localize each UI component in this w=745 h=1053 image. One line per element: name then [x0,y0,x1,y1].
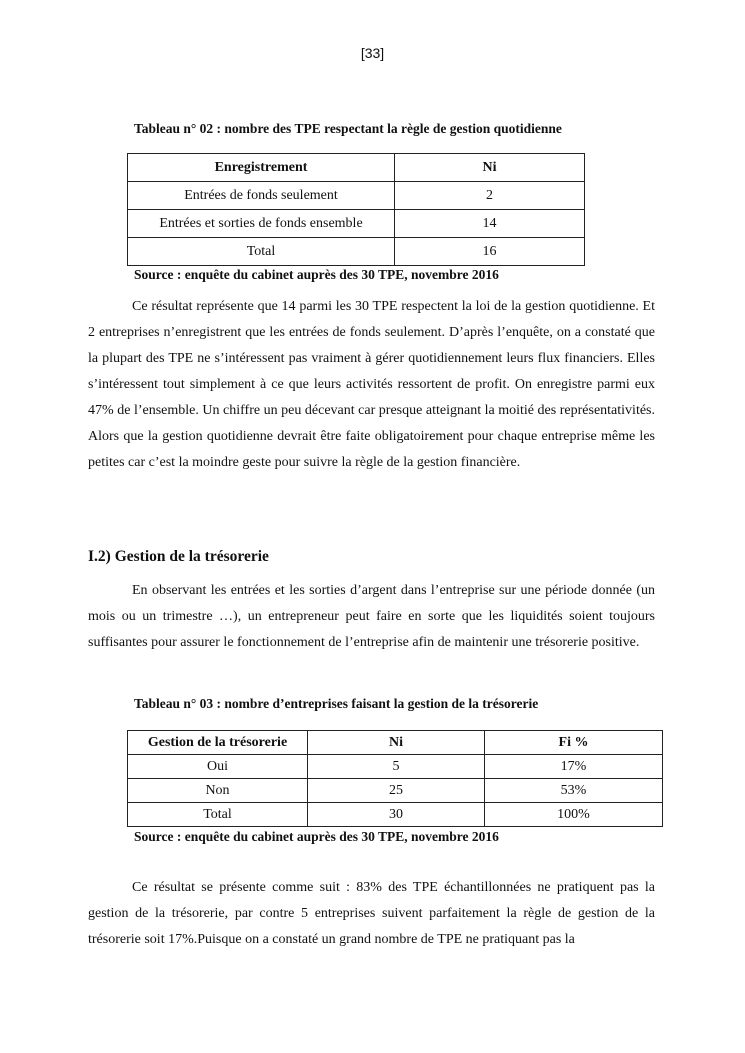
table-row [128,755,663,779]
gestion-quotidienne-table [127,153,585,266]
table2-source: Source : enquête du cabinet auprès des 30 TPE, novembre 2016 [134,829,499,844]
table2-caption: Tableau n° 03 : nombre d’entreprises faisant la gestion de la trésorerie [134,696,539,711]
table-row [128,210,585,238]
table-cell: Entrées et sorties de fonds ensemble [128,210,395,238]
table-cell: 30 [308,803,485,827]
column-header: Ni [308,731,485,755]
table-cell: 17% [485,755,663,779]
column-header: Ni [395,154,585,182]
column-header: Fi % [485,731,663,755]
table-cell: 25 [308,779,485,803]
table-row [128,779,663,803]
table-cell: 53% [485,779,663,803]
paragraph-tresorerie-result: Ce résultat se présente comme suit : 83% des TPE échantillonnées ne pratiquent pas la gestion de la trésorerie, par contre 5 entreprises suivent parfaitement la règle de gestion de la trésorerie soit 17%.Puisque on a constaté un grand nombre de TPE ne pratiquant pas la [88,880,655,947]
table-row [128,182,585,210]
column-header: Gestion de la trésorerie [128,731,308,755]
table-cell: 5 [308,755,485,779]
table-header-row [128,731,663,755]
table-cell: Total [128,803,308,827]
gestion-tresorerie-table [127,730,663,827]
table-cell: 100% [485,803,663,827]
table-row [128,803,663,827]
table1-caption: Tableau n° 02 : nombre des TPE respectant la règle de gestion quotidienne [134,121,562,136]
section-heading: I.2) Gestion de la trésorerie [88,548,269,565]
table-cell: Entrées de fonds seulement [128,182,395,210]
table-row [128,238,585,266]
table-cell: 2 [395,182,585,210]
table-header-row [128,154,585,182]
table-cell: 16 [395,238,585,266]
table-cell: 14 [395,210,585,238]
table1-source: Source : enquête du cabinet auprès des 30 TPE, novembre 2016 [134,267,499,282]
table-cell: Total [128,238,395,266]
column-header: Enregistrement [128,154,395,182]
paragraph-tresorerie-intro: En observant les entrées et les sorties d’argent dans l’entreprise sur une période donnée (un mois ou un trimestre …), un entrepreneur peut faire en sorte que les liquidités soient toujours suffisantes pour assurer le fonctionnement de l’entreprise afin de maintenir une trésorerie positive. [88,583,655,650]
table-cell: Non [128,779,308,803]
table-cell: Oui [128,755,308,779]
paragraph-gestion-quotidienne: Ce résultat représente que 14 parmi les 30 TPE respectent la loi de la gestion quotidienne. Et 2 entreprises n’enregistrent que les entrées de fonds seulement. D’après l’enquête, on a constaté que la plupart des TPE ne s’intéressent pas vraiment à gérer quotidiennement leurs flux financiers. Elles s’intéressent tout simplement à ce que leurs activités ressortent de profit. On enregistre parmi eux 47% de l’ensemble. Un chiffre un peu décevant car presque atteignant la moitié des représentativités. Alors que la gestion quotidienne devrait être faite obligatoirement pour chaque entreprise même les petites car c’est la moindre geste pour suivre la règle de la gestion financière. [88,299,655,470]
page-number: [33] [360,45,385,61]
